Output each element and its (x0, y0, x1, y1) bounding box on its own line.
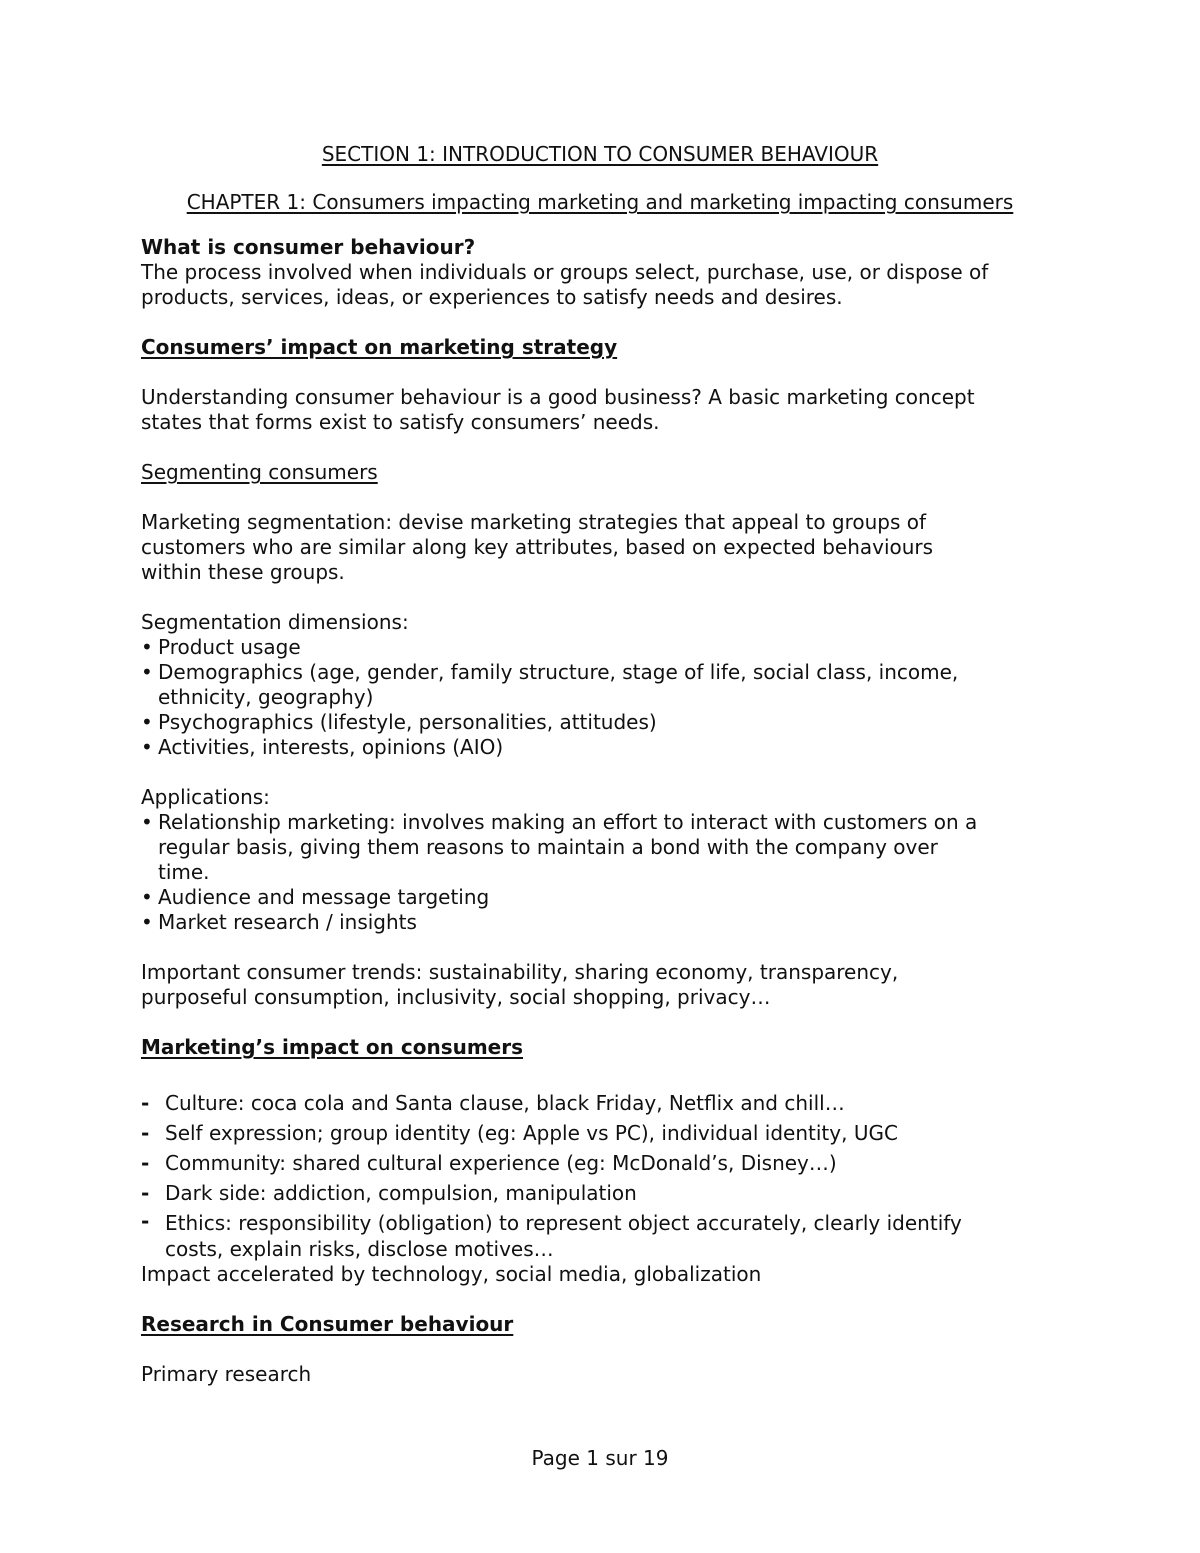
list-item: - Culture: coca cola and Santa clause, black Friday, Netflix and chill… (141, 1088, 1071, 1118)
list-item: • Activities, interests, opinions (AIO) (141, 735, 504, 759)
dash-mark: - (141, 1091, 150, 1115)
heading-research: Research in Consumer behaviour (141, 1312, 514, 1336)
paragraph-line: states that forms exist to satisfy consumers’ needs. (141, 410, 660, 434)
chapter-title: CHAPTER 1: Consumers impacting marketing and marketing impacting consumers (186, 190, 1014, 214)
heading-marketing-impact: Marketing’s impact on consumers (141, 1035, 524, 1059)
bullet-mark: • (141, 660, 153, 684)
paragraph-line: Primary research (141, 1362, 312, 1386)
bullet-mark: • (141, 885, 153, 909)
definition-line: The process involved when individuals or groups select, purchase, use, or dispose of (141, 260, 989, 284)
section-title: SECTION 1: INTRODUCTION TO CONSUMER BEHAVIOUR (321, 142, 879, 166)
impacts-list (141, 1088, 1071, 1262)
definition-line: products, services, ideas, or experiences to satisfy needs and desires. (141, 285, 843, 309)
dash-mark: - (141, 1209, 150, 1233)
bullet-mark: • (141, 910, 153, 934)
question-heading: What is consumer behaviour? (141, 235, 476, 259)
dimensions-label: Segmentation dimensions: (141, 610, 409, 634)
list-item: • Relationship marketing: involves making an effort to interact with customers on a regular basis, giving them reasons to maintain a bond with the company over time. (141, 810, 978, 884)
document-body (141, 140, 1071, 1387)
dimensions-list (141, 635, 1071, 760)
page-number: Page 1 sur 19 (531, 1446, 669, 1470)
paragraph-line: within these groups. (141, 560, 345, 584)
list-item: • Demographics (age, gender, family structure, stage of life, social class, income, ethnicity, geography) (141, 660, 959, 709)
dash-mark: - (141, 1151, 150, 1175)
bullet-mark: • (141, 735, 153, 759)
dash-mark: - (141, 1181, 150, 1205)
bullet-mark: • (141, 710, 153, 734)
paragraph-line: customers who are similar along key attributes, based on expected behaviours (141, 535, 934, 559)
list-item: - Community: shared cultural experience (eg: McDonald’s, Disney…) (141, 1148, 1071, 1178)
bullet-mark: • (141, 635, 153, 659)
list-item: • Product usage (141, 635, 301, 659)
subheading-segmenting: Segmenting consumers (141, 460, 378, 484)
paragraph-line: Impact accelerated by technology, social media, globalization (141, 1262, 762, 1286)
bullet-mark: • (141, 810, 153, 834)
list-item: • Market research / insights (141, 910, 417, 934)
paragraph-line: Important consumer trends: sustainability, sharing economy, transparency, (141, 960, 899, 984)
list-item: - Dark side: addiction, compulsion, manipulation (141, 1178, 1071, 1208)
paragraph-line: purposeful consumption, inclusivity, social shopping, privacy… (141, 985, 771, 1009)
paragraph-line: Understanding consumer behaviour is a good business? A basic marketing concept (141, 385, 975, 409)
heading-impact-strategy: Consumers’ impact on marketing strategy (141, 335, 618, 359)
paragraph-line: Marketing segmentation: devise marketing strategies that appeal to groups of (141, 510, 927, 534)
dash-mark: - (141, 1121, 150, 1145)
list-item: - Ethics: responsibility (obligation) to represent object accurately, clearly identify costs, explain risks, disclose motives… (141, 1209, 962, 1261)
applications-label: Applications: (141, 785, 270, 809)
applications-list (141, 810, 1071, 935)
list-item: - Self expression; group identity (eg: Apple vs PC), individual identity, UGC (141, 1118, 1071, 1148)
list-item: • Audience and message targeting (141, 885, 490, 909)
list-item: • Psychographics (lifestyle, personalities, attitudes) (141, 710, 657, 734)
